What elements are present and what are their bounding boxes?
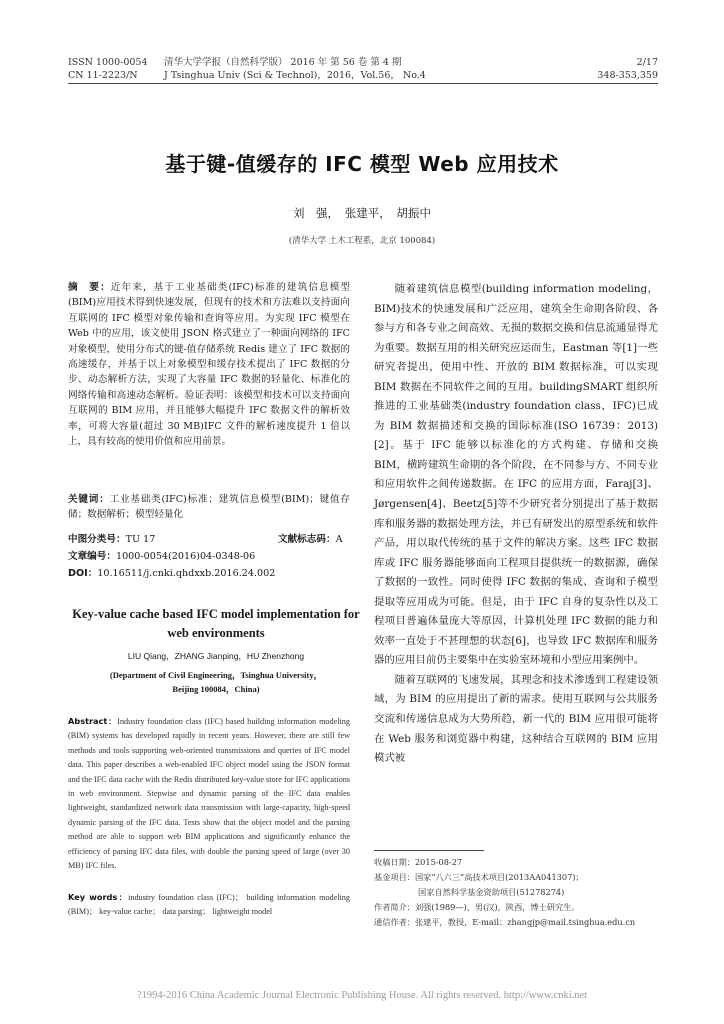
received-date: 收稿日期：2015-08-27 — [374, 857, 463, 867]
footnote-rule — [374, 850, 484, 851]
issn: ISSN 1000-0054 — [68, 57, 148, 68]
contact-author: 通信作者：张建平，教授，E-mail：zhangjp@mail.tsinghua.edu.cn — [374, 917, 636, 927]
paper-title: 基于键-值缓存的 IFC 模型 Web 应用技术 — [165, 152, 559, 176]
header-rule — [68, 83, 658, 84]
english-abstract: Abstract：Industry foundation class (IFC) based building information modeling (BIM) systems has developed rapidly in recent years. However, there are still few methods and tools supporting web-oriented transmissions and queries of IFC model data. This paper describes a web-enabled IFC object model using the JSON format and the IFC data cache with the Redis distributed key-value store for IFC applications in web environment. Stepwise and dynamic parsing of the IFC data enables lightweight, standardized network data transmission with large-capacity, high-speed dynamic parsing of the IFC data. Tests show that the object model and the parsing method are able to support web BIM applications and significantly enhance the efficiency of parsing IFC data files, with double the parsing speed of large (over 30 MB) IFC files. — [68, 716, 350, 871]
clc-number: 中图分类号：TU 17 — [68, 534, 156, 545]
author-info: 作者简介：刘强(1989—)，男(汉)，陕西，博士研究生。 — [374, 902, 580, 912]
body-text — [374, 280, 658, 769]
english-keywords: Key words：industry foundation class (IFC)； building information modeling (BIM)； key-value cache； data parsing； lightweight model — [68, 892, 350, 917]
abstract-cn — [68, 280, 350, 449]
copyright-notice: ?1994-2016 China Academic Journal Electronic Publishing House. All rights reserved. http://www.cnki.net — [136, 990, 588, 1001]
page-range: 348-353,359 — [597, 70, 658, 81]
keywords-cn — [68, 492, 350, 523]
journal-name-en: J Tsinghua Univ (Sci & Technol)，2016，Vol.56， No.4 — [164, 70, 426, 81]
issue-number: 2/17 — [636, 57, 658, 68]
english-affiliation: (Department of Civil Engineering，Tsinghua University， Beijing 100084，China) — [109, 670, 323, 694]
document-code: 文献标志码：A — [278, 534, 343, 545]
abstract-text: 近年来，基于工业基础类(IFC)标准的建筑信息模型(BIM)应用技术得到快速发展，但现有的技术和方法难以支持面向互联网的 IFC 模型对象传输和查询等应用。为实现 IFC 模型在 Web 中的应用，该文使用 JSON 格式建立了一种面向网络的 IFC 对象模型，使用分布式的键-值存储系统 Redis 建立了 IFC 数据的高速缓存，并基于以上对象模型和缓存技术提出了 IFC 数据的分步、动态解析方法，实现了大容量 IFC 数据的轻量化、标准化的网络传输和高速动态解析。验证表明：该模型和技术可以支持面向互联网的 BIM 应用，并且能够大幅提升 IFC 数据文件的解析效率，可将大容量(超过 30 MB)IFC 文件的解析速度提升 1 倍以上，具有较高的使用价值和应用前景。 — [68, 282, 351, 448]
fund-1: 基金项目：国家“八六三”高技术项目(2013AA041307)； — [374, 872, 584, 882]
english-title: Key-value cache based IFC model implementation for web environments — [72, 607, 360, 640]
article-number: 文章编号：1000-0054(2016)04-0348-06 — [68, 551, 256, 562]
english-authors: LIU Qiang，ZHANG Jianping，HU Zhenzhong — [127, 651, 305, 661]
journal-name-cn: 清华大学学报（自然科学版） 2016 年 第 56 卷 第 4 期 — [164, 57, 402, 68]
abstract-label: 摘 要： — [68, 282, 111, 293]
keywords-text: 工业基础类(IFC)标准；建筑信息模型(BIM)；键值存储；数据解析；模型轻量化 — [68, 494, 351, 521]
footnotes — [374, 855, 658, 930]
keywords-label: 关键词： — [68, 494, 110, 505]
fund-2: 国家自然科学基金资助项目(51278274) — [418, 887, 565, 897]
cn-number: CN 11-2223/N — [68, 70, 138, 81]
doi: DOI：10.16511/j.cnki.qhdxxb.2016.24.002 — [68, 568, 276, 579]
paragraph-2: 随着互联网的飞速发展，其理念和技术渗透到工程建设领域，为 BIM 的应用提出了新的需求。使用互联网与公共服务交流和传递信息成为大势所趋，新一代的 BIM 应用很可能将在 Web 服务和浏览器中构建，这种结合互联网的 BIM 应用模式被 — [374, 673, 658, 765]
paragraph-1: 随着建筑信息模型(building information modeling，BIM)技术的快速发展和广泛应用，建筑全生命期各阶段、各参与方和各专业之间高效、无损的数据交换和信息流通显得尤为重要。数据互用的相关研究应运而生，Eastman 等[1]一些研究者提出，使用中性、开放的 BIM 数据标准，可以实现 BIM 数据在不同软件之间的互用。buildingSMART 组织所推进的工业基础类(industry foundation class，IFC)已成为 BIM 数据描述和交换的国际标准(ISO 16739：2013)[2]。基于 IFC 能够以标准化的方式构建、存储和交换 BIM，横跨建筑生命期的各个阶段，在不同参与方、不同专业和应用软件之间传递数据。在 IFC 的应用方面，Faraj[3]、Jørgensen[4]、Beetz[5]等不少研究者分别提出了基于数据库和服务器的数据处理方法，并已有研发出的原型系统和软件产品，用以取代传统的基于文件的解决方案。这些 IFC 数据库或 IFC 服务器能够面向工程项目提供统一的数据源，确保了数据的一致性。同时使得 IFC 数据的集成、查询和子模型提取等应用成为可能。但是，由于 IFC 自身的复杂性以及工程项目普遍体量庞大等原因，计算机处理 IFC 数据的能力和效率一直处于不甚理想的状态[6]，也导致 IFC 数据库和服务器的应用目前仍主要集中在实验室环境和小型应用案例中。 — [374, 283, 658, 667]
authors: 刘 强， 张建平， 胡振中 — [293, 206, 431, 220]
affiliation: (清华大学 土木工程系，北京 100084) — [288, 236, 436, 246]
